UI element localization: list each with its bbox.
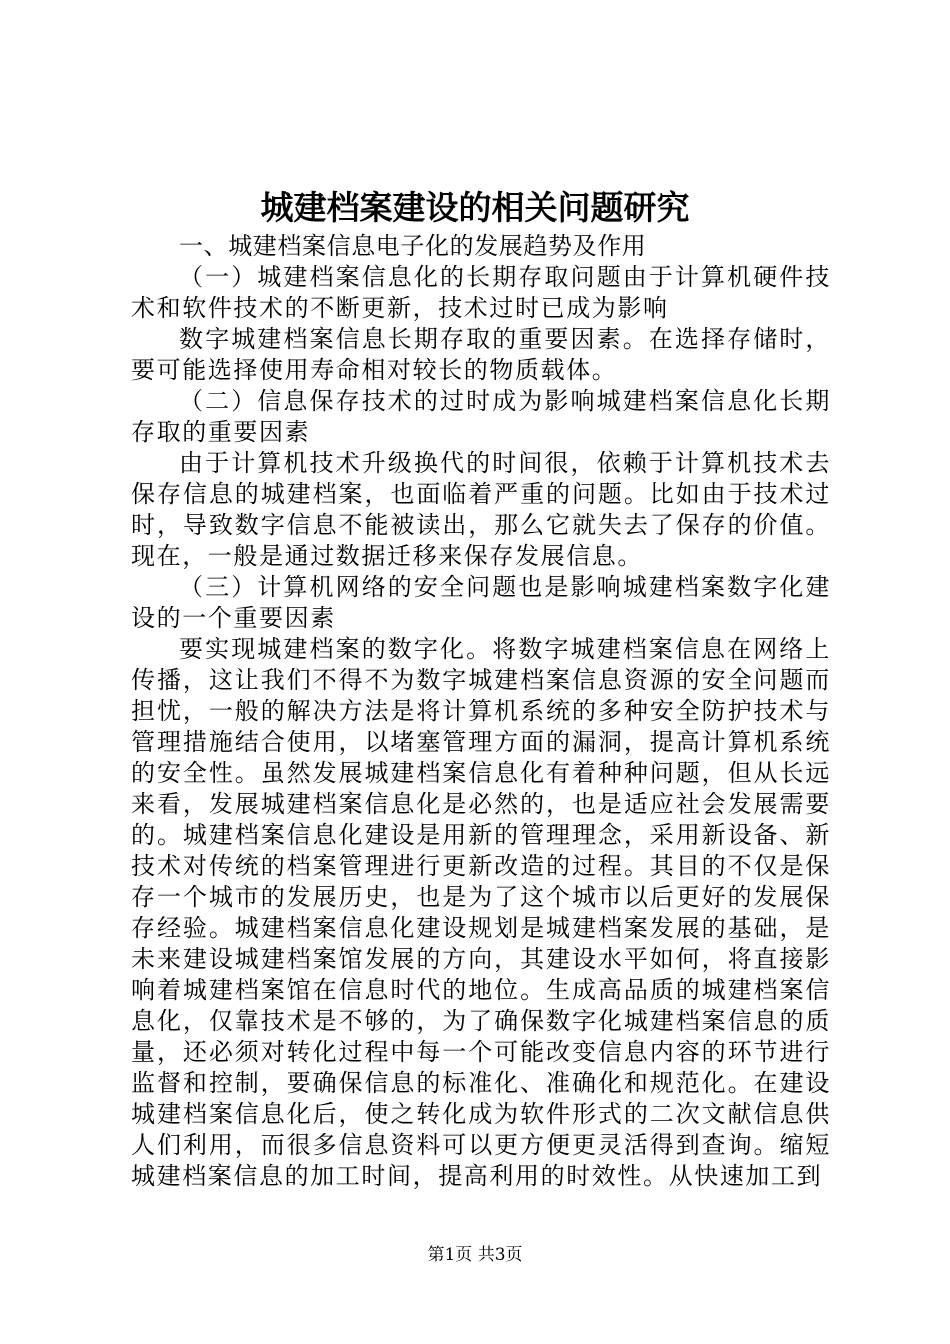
- subsection-heading: （三）计算机网络的安全问题也是影响城建档案数字化建设的一个重要因素: [131, 573, 831, 632]
- section-heading: 一、城建档案信息电子化的发展趋势及作用: [179, 232, 647, 260]
- page-footer: 第1页 共3页: [427, 1245, 523, 1265]
- body-paragraph: 由于计算机技术升级换代的时间很，依赖于计算机技术去保存信息的城建档案，也面临着严重的问题。比如由于技术过时，导致数字信息不能被读出，那么它就失去了保存的价值。现在，一般是通过数据迁移来保存发展信息。: [131, 449, 831, 570]
- body-paragraph: 要实现城建档案的数字化。将数字城建档案信息在网络上传播，这让我们不得不为数字城建档案信息资源的安全问题而担忧，一般的解决方法是将计算机系统的多种安全防护技术与管理措施结合使用，以堵塞管理方面的漏洞，提高计算机系统的安全性。虽然发展城建档案信息化有着种种问题，但从长远来看，发展城建档案信息化是必然的，也是适应社会发展需要的。城建档案信息化建设是用新的管理理念，采用新设备、新技术对传统的档案管理进行更新改造的过程。其目的不仅是保存一个城市的发展历史，也是为了这个城市以后更好的发展保存经验。城建档案信息化建设规划是城建档案发展的基础，是未来建设城建档案馆发展的方向，其建设水平如何，将直接影响着城建档案馆在信息时代的地位。生成高品质的城建档案信息化，仅靠技术是不够的，为了确保数字化城建档案信息的质量，还必须对转化过程中每一个可能改变信息内容的环节进行监督和控制，要确保信息的标准化、准确化和规范化。在建设城建档案信息化后，使之转化成为软件形式的二次文献信息供人们利用，而很多信息资料可以更方便更灵活得到查询。缩短城建档案信息的加工时间，提高利用的时效性。从快速加工到: [131, 635, 831, 1190]
- document-body: [131, 231, 831, 1192]
- body-paragraph: 数字城建档案信息长期存取的重要因素。在选择存储时，要可能选择使用寿命相对较长的物质载体。: [131, 325, 831, 384]
- subsection-heading: （一）城建档案信息化的长期存取问题由于计算机硬件技术和软件技术的不断更新，技术过时已成为影响: [131, 263, 831, 322]
- document-title: 城建档案建设的相关问题研究: [260, 188, 690, 227]
- subsection-heading: （二）信息保存技术的过时成为影响城建档案信息化长期存取的重要因素: [131, 387, 831, 446]
